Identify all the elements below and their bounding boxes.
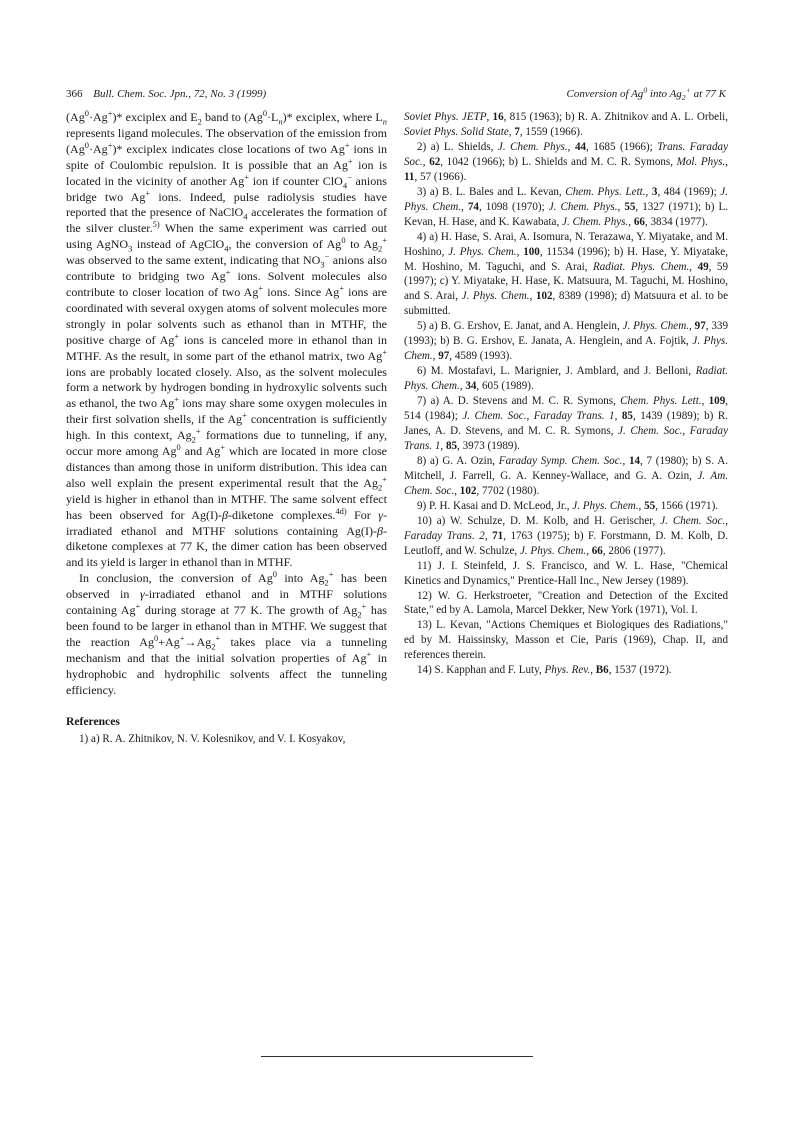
reference-item: 6) M. Mostafavi, L. Marignier, J. Amblard, and J. Belloni, Radiat. Phys. Chem., 34, 605 (1989). — [404, 365, 728, 393]
reference-item: 10) a) W. Schulze, D. M. Kolb, and H. Gerischer, J. Chem. Soc., Faraday Trans. 2, 71, 1763 (1975); b) F. Forstmann, D. M. Kolb, D. Leutloff, and W. Schulze, J. Phys. Chem., 66, 2806 (1977). — [404, 514, 729, 557]
end-rule — [261, 1056, 533, 1057]
left-column — [66, 107, 388, 746]
reference-item-continued: Soviet Phys. JETP, 16, 815 (1963); b) R. A. Zhitnikov and A. L. Orbeli, Soviet Phys. Solid State, 7, 1559 (1966). — [404, 111, 729, 138]
reference-item: 11) J. I. Steinfeld, J. S. Francisco, and W. L. Hase, "Chemical Kinetics and Dynamics," Prentice-Hall Inc., New Jersey (1989). — [404, 559, 728, 587]
journal-citation: Bull. Chem. Soc. Jpn., 72, No. 3 (1999) — [93, 88, 267, 100]
page-number: 366 — [66, 88, 83, 100]
reference-item: 1) a) R. A. Zhitnikov, N. V. Kolesnikov, and V. I. Kosyakov, — [79, 732, 346, 745]
references-heading: References — [66, 714, 120, 728]
reference-item: 7) a) A. D. Stevens and M. C. R. Symons, Chem. Phys. Lett., 109, 514 (1984); J. Chem. Soc., Faraday Trans. 1, 85, 1439 (1989); b) R. Janes, A. D. Stevens, and M. C. R. Symons, J. Chem. Soc., Faraday Trans. 1, 85, 3973 (1989). — [404, 395, 729, 452]
body-paragraph-2: In conclusion, the conversion of Ag$^0$ into $Ag_2^+$ has been observed in γ-irradiated ethanol and in MTHF solutions containing Ag+ during storage at 77 K. The growth of $Ag_2^+$ has been found to be larger in ethanol than in MTHF. We suggest that the reaction $Ag^0+Ag^+\to Ag_2^+$ takes place via a tunneling mechanism and that the initial solvation properties of Ag+ in hydrophobic and hydrophilic solvents affect the tunneling efficiency. — [66, 569, 388, 697]
reference-item: 8) a) G. A. Ozin, Faraday Symp. Chem. Soc., 14, 7 (1980); b) S. A. Mitchell, J. Farrell, G. A. Kenney-Wallace, and G. A. Ozin, J. Am. Chem. Soc., 102, 7702 (1980). — [404, 454, 728, 497]
reference-item: 14) S. Kapphan and F. Luty, Phys. Rev., B6, 1537 (1972). — [417, 664, 672, 677]
body-paragraph-1: $(Ag^0\cdot Ag^+)*$ exciplex and $E_2$ band to $(Ag^0\cdot L_n)*$ exciplex, where $L_n$ represents ligand molecules. The observation of the emission from $(Ag^0\cdot Ag^+)*$ exciplex indicates close locations of two Ag+ ions in spite of Coulombic repulsion. It is possible that an Ag+ ion is located in the vicinity of another Ag+ ion if counter ClO$_4$− anions bridge two Ag+ ions. Indeed, pulse radiolysis studies have reported that the presence of NaClO$_4$ accelerates the formation of the silver cluster.$^{5)}$ When the same experiment was carried out using AgNO$_3$ instead of AgClO$_4$, the conversion of Ag$^0$ to $Ag_2^+$ was observed to the same extent, indicating that $NO_3^-$ anions also contribute to bridging two Ag+ ions. Solvent molecules also contribute to closer location of two Ag+ ions. Since Ag+ ions are coordinated with several oxygen atoms of solvent molecules more strongly in polar solvents such as ethanol than in MTHF, the positive charge of Ag+ ions is canceled more in ethanol than in MTHF. As the result, in some part of the ethanol matrix, two Ag+ ions are probably located closely. Also, as the solvent molecules form a network by hydrogen bonding in hydroxylic solvents such as ethanol, the two Ag+ ions may share some oxygen molecules in their first solvation shells, if the Ag+ concentration is sufficiently high. In this context, $Ag_2^+$ formations due to tunneling, if any, occur more among Ag$^0$ and Ag+ which are located in more close distances than among those in uniform distribution. This idea can also well explain the present experimental result that the $Ag_2^+$ yield is higher in ethanol than in MTHF. The same solvent effect has been observed for Ag(I)-β-diketone complexes.$^{4d)}$ For γ-irradiated ethanol and MTHF solutions containing Ag(I)-β-diketone complexes at 77 K, the dimer cation has been observed and its yield is larger in ethanol than in MTHF. — [66, 107, 388, 570]
reference-item: 3) a) B. L. Bales and L. Kevan, Chem. Phys. Lett., 3, 484 (1969); J. Phys. Chem., 74, 1098 (1970); J. Chem. Phys., 55, 1327 (1971); b) L. Kevan, H. Hase, and K. Kawabata, J. Chem. Phys., 66, 3834 (1977). — [404, 185, 728, 228]
running-title: Conversion of Ag$^0$ into $Ag_2^+$ at 77 K — [566, 85, 726, 103]
reference-item: 2) a) L. Shields, J. Chem. Phys., 44, 1685 (1966); Trans. Faraday Soc., 62, 1042 (1966); b) L. Shields and M. C. R. Symons, Mol. Phys., 11, 57 (1966). — [404, 140, 728, 183]
running-head — [66, 86, 726, 102]
reference-item: 5) a) B. G. Ershov, E. Janat, and A. Henglein, J. Phys. Chem., 97, 339 (1993); b) B. G. Ershov, E. Janata, A. Henglein, and A. Fojtik, J. Phys. Chem., 97, 4589 (1993). — [404, 320, 729, 363]
reference-item: 9) P. H. Kasai and D. McLeod, Jr., J. Phys. Chem., 55, 1566 (1971). — [417, 499, 719, 512]
right-column — [404, 110, 728, 678]
reference-item: 4) a) H. Hase, S. Arai, A. Isomura, N. Terazawa, Y. Miyatake, and M. Hoshino, J. Phys. Chem., 100, 11534 (1996); b) H. Hase, Y. Miyatake, M. Hoshino, M. Taguchi, and S. Arai, Radiat. Phys. Chem., 49, 59 (1997); c) Y. Miyatake, H. Hase, K. Matsuura, M. Taguchi, M. Hoshino, and S. Arai, J. Phys. Chem., 102, 8389 (1998); d) Matsuura et al. to be submitted. — [404, 230, 729, 318]
reference-item: 13) L. Kevan, "Actions Chemiques et Biologiques des Radiations," ed by M. Haissinsky, Masson et Cie, Paris (1969), Chap. II, and references therein. — [404, 619, 728, 662]
reference-item: 12) W. G. Herkstroeter, "Creation and Detection of the Excited State," ed by A. Lamola, Marcel Dekker, New York (1971), Vol. I. — [404, 589, 728, 617]
running-head-left — [66, 86, 266, 102]
